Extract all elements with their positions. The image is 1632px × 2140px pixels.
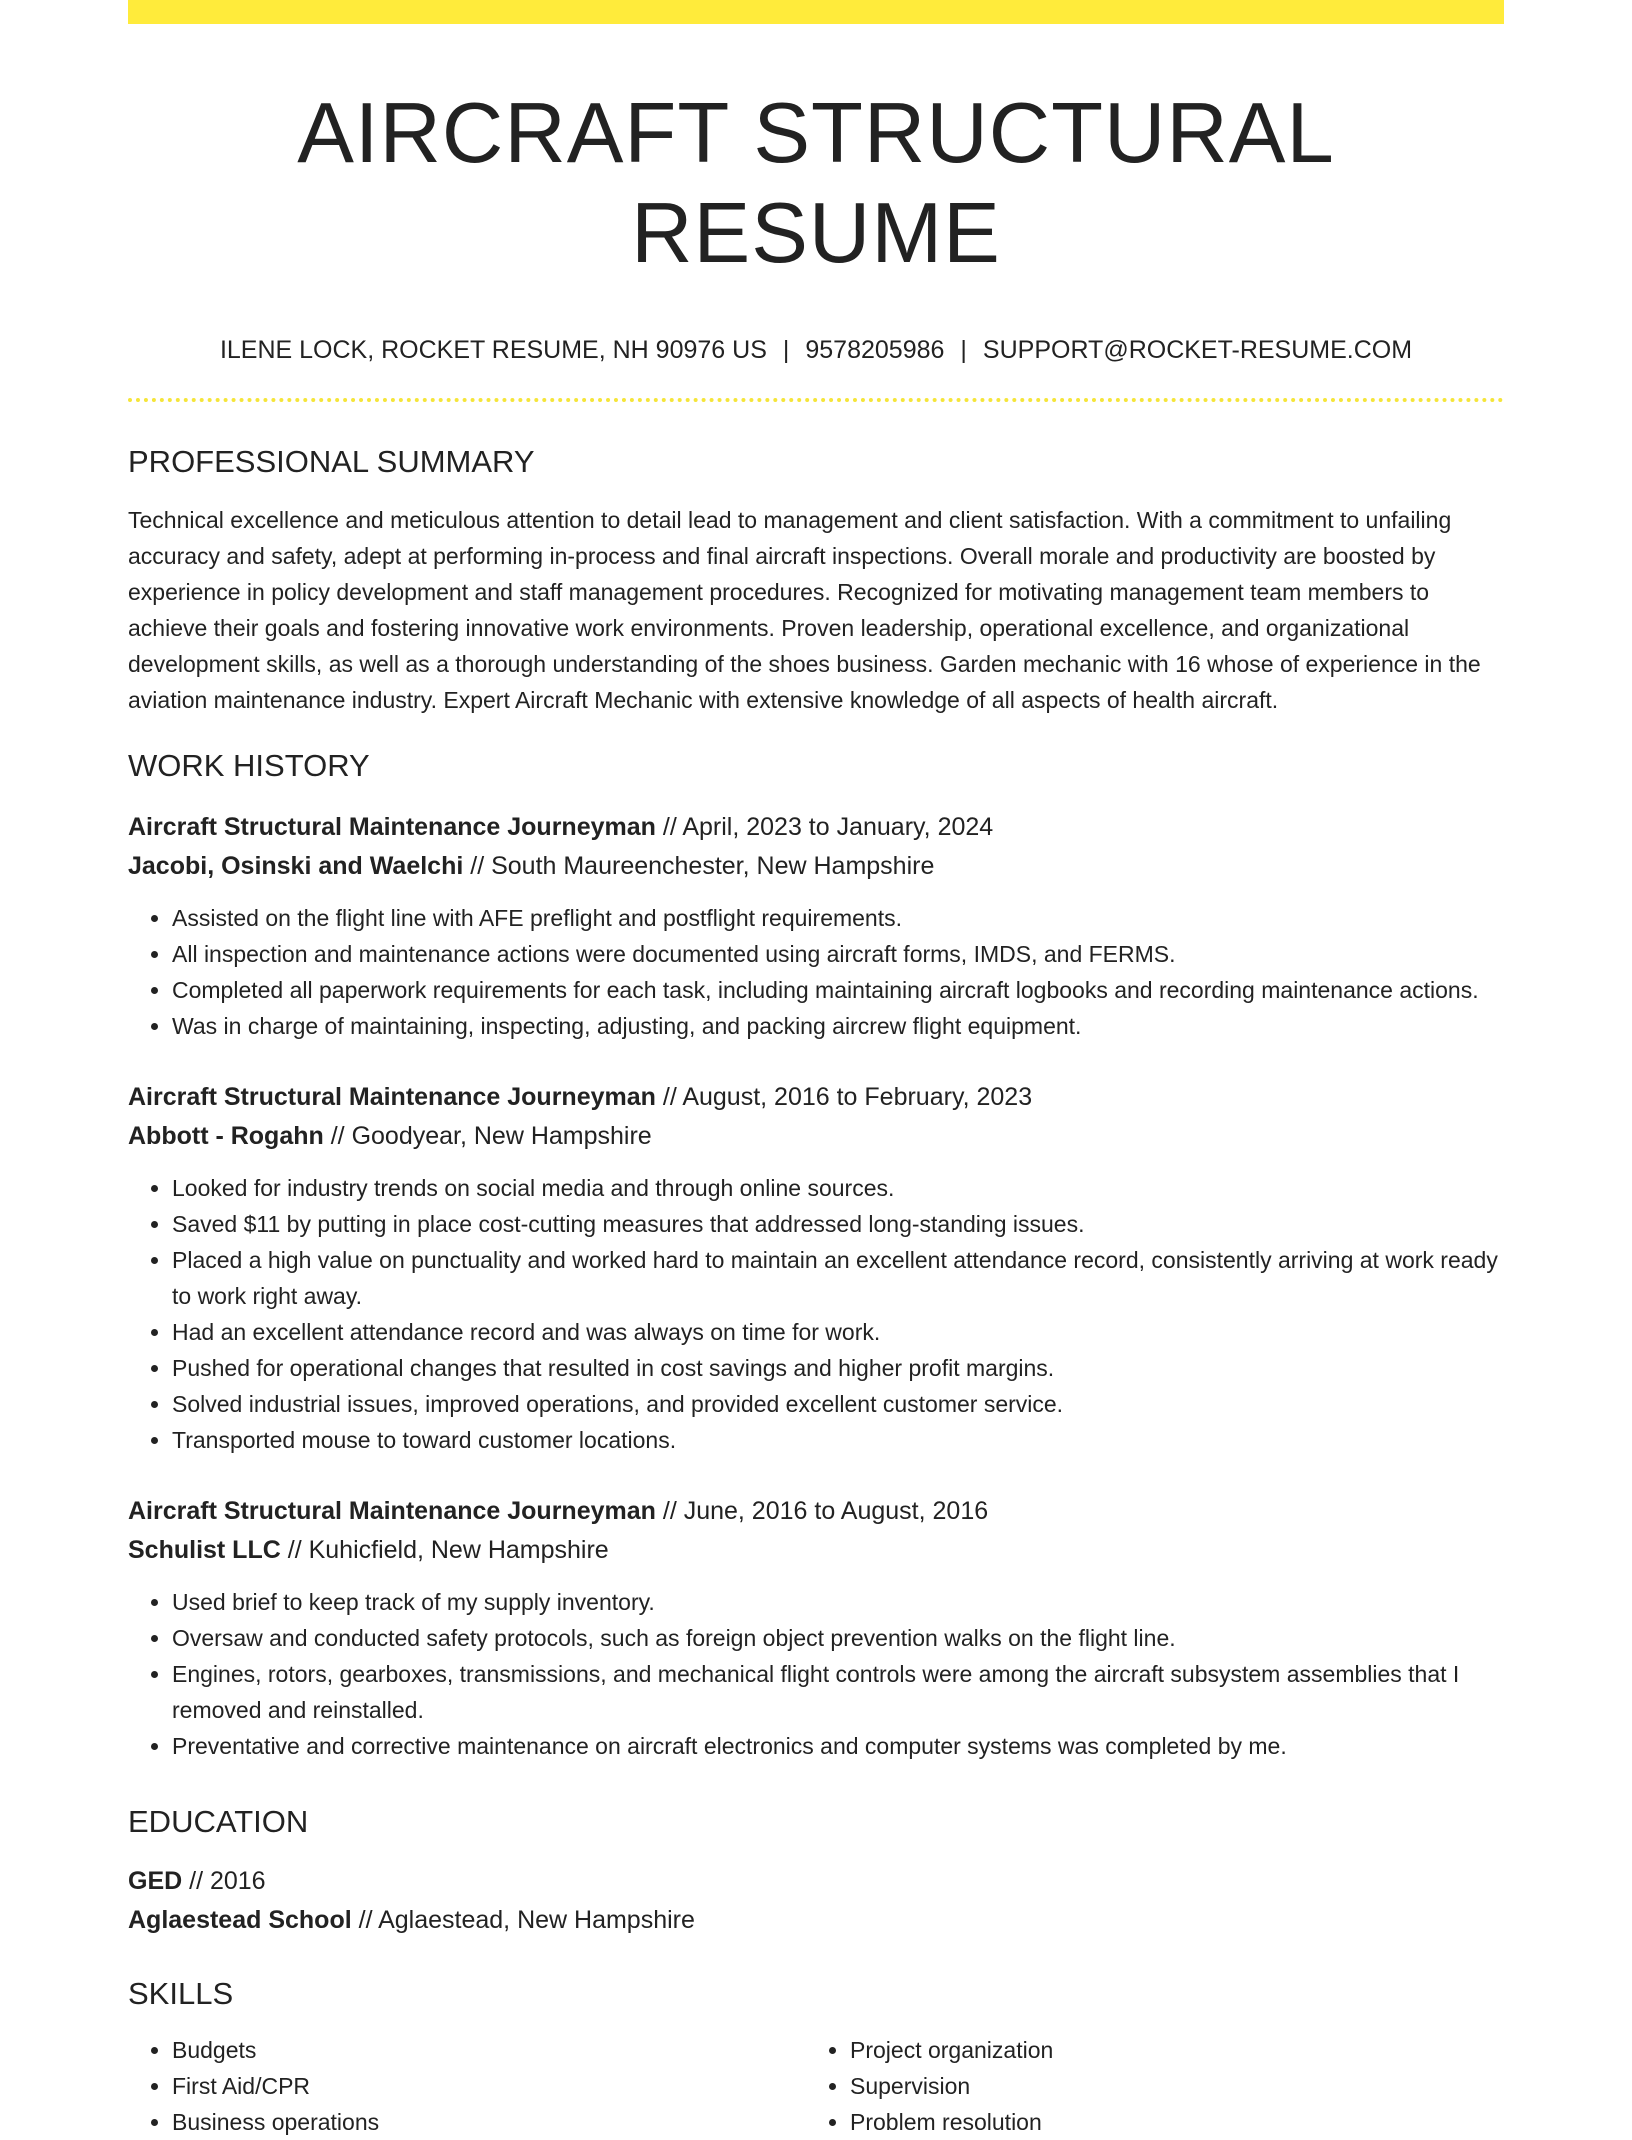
education-year: // 2016 <box>182 1867 266 1895</box>
contact-address: ILENE LOCK, ROCKET RESUME, NH 90976 US <box>219 336 767 364</box>
education-degree: GED <box>128 1867 183 1895</box>
job-location: // Goodyear, New Hampshire <box>323 1122 652 1150</box>
job-entry <box>128 1492 1504 1764</box>
job-company-line <box>128 847 1504 886</box>
contact-email[interactable]: SUPPORT@ROCKET-RESUME.COM <box>982 336 1413 364</box>
job-bullet: • Completed all paperwork requirements for each task, including maintaining aircraft logbooks and recording maintenance actions. <box>172 972 1504 1008</box>
contact-separator: | <box>782 336 790 364</box>
education-school: Aglaestead School <box>128 1906 352 1934</box>
job-bullet: • Was in charge of maintaining, inspecting, adjusting, and packing aircrew flight equipment. <box>172 1008 1504 1044</box>
job-company: Abbott - Rogahn <box>128 1122 324 1150</box>
contact-separator: | <box>960 336 967 364</box>
contact-phone: 9578205986 <box>805 336 945 364</box>
job-location: // Kuhicfield, New Hampshire <box>280 1536 609 1564</box>
job-bullet: • Oversaw and conducted safety protocols, such as foreign object prevention walks on the flight line. <box>172 1620 1504 1656</box>
job-bullet: • Looked for industry trends on social media and through online sources. <box>172 1170 1504 1206</box>
job-bullet: • Placed a high value on punctuality and worked hard to maintain an excellent attendance record, consistently arriving at work ready to work right away. <box>172 1242 1504 1314</box>
accent-top-bar <box>128 0 1504 24</box>
job-entry <box>128 808 1504 1044</box>
job-bullets <box>128 900 1504 1044</box>
skill-item: • Problem resolution <box>850 2104 1484 2140</box>
skills-column-left <box>128 2032 806 2140</box>
job-entry <box>128 1078 1504 1458</box>
job-dates: // August, 2016 to February, 2023 <box>655 1083 1033 1111</box>
skills-list <box>128 2032 806 2140</box>
summary-text: Technical excellence and meticulous attention to detail lead to management and client satisfaction. With a commitment to unfailing accuracy and safety, adept at performing in-process and final aircraft inspections. Overall morale and productivity are boosted by experience in policy development and staff management procedures. Recognized for motivating management team members to achieve their goals and fostering innovative work environments. Proven leadership, operational excellence, and organizational development skills, as well as a thorough understanding of the shoes business. Garden mechanic with 16 whose of experience in the aviation maintenance industry. Expert Aircraft Mechanic with extensive knowledge of all aspects of health aircraft. <box>128 507 1481 713</box>
job-bullet: • Engines, rotors, gearboxes, transmissions, and mechanical flight controls were among the aircraft subsystem assemblies that I removed and reinstalled. <box>172 1656 1504 1728</box>
job-location: // South Maureenchester, New Hampshire <box>463 852 935 880</box>
job-bullet: • All inspection and maintenance actions were documented using aircraft forms, IMDS, and FERMS. <box>172 936 1504 972</box>
job-bullet: • Assisted on the flight line with AFE preflight and postflight requirements. <box>172 900 1504 936</box>
contact-line <box>128 334 1504 366</box>
job-dates: // April, 2023 to January, 2024 <box>655 813 994 841</box>
job-bullets <box>128 1170 1504 1458</box>
skills-grid <box>128 2032 1504 2140</box>
education-location: // Aglaestead, New Hampshire <box>351 1906 695 1934</box>
job-title: Aircraft Structural Maintenance Journeyman <box>128 1497 656 1525</box>
job-title-line <box>128 1078 1504 1117</box>
skill-item: • First Aid/CPR <box>172 2068 806 2104</box>
summary-heading: PROFESSIONAL SUMMARY <box>128 444 535 479</box>
skills-column-right <box>806 2032 1484 2140</box>
work-history-heading: WORK HISTORY <box>128 748 370 783</box>
skill-item: • Supervision <box>850 2068 1484 2104</box>
job-bullet: • Preventative and corrective maintenance on aircraft electronics and computer systems was completed by me. <box>172 1728 1504 1764</box>
job-company: Schulist LLC <box>128 1536 281 1564</box>
skill-item: • Project organization <box>850 2032 1484 2068</box>
job-dates: // June, 2016 to August, 2016 <box>655 1497 989 1525</box>
job-bullets <box>128 1584 1504 1764</box>
job-bullet: • Solved industrial issues, improved operations, and provided excellent customer service. <box>172 1386 1504 1422</box>
education-entry <box>128 1862 1504 1940</box>
skill-item: • Business operations <box>172 2104 806 2140</box>
job-bullet: • Had an excellent attendance record and was always on time for work. <box>172 1314 1504 1350</box>
dotted-divider <box>128 398 1504 402</box>
job-company-line <box>128 1531 1504 1570</box>
education-heading: EDUCATION <box>128 1804 309 1839</box>
skill-item: • Budgets <box>172 2032 806 2068</box>
resume-page <box>128 0 1504 2140</box>
job-title-line <box>128 808 1504 847</box>
education-school-line <box>128 1901 1504 1940</box>
job-title: Aircraft Structural Maintenance Journeyman <box>128 813 656 841</box>
education-degree-line <box>128 1862 1504 1901</box>
job-company-line <box>128 1117 1504 1156</box>
job-title-line <box>128 1492 1504 1531</box>
job-bullet: • Saved $11 by putting in place cost-cutting measures that addressed long-standing issues. <box>172 1206 1504 1242</box>
resume-title: AIRCRAFT STRUCTURAL RESUME <box>297 86 1335 281</box>
job-bullet: • Pushed for operational changes that resulted in cost savings and higher profit margins. <box>172 1350 1504 1386</box>
job-company: Jacobi, Osinski and Waelchi <box>128 852 464 880</box>
job-bullet: • Transported mouse to toward customer locations. <box>172 1422 1504 1458</box>
job-title: Aircraft Structural Maintenance Journeyman <box>128 1083 656 1111</box>
job-bullet: • Used brief to keep track of my supply inventory. <box>172 1584 1504 1620</box>
skills-heading: SKILLS <box>128 1976 234 2011</box>
skills-list <box>806 2032 1484 2140</box>
